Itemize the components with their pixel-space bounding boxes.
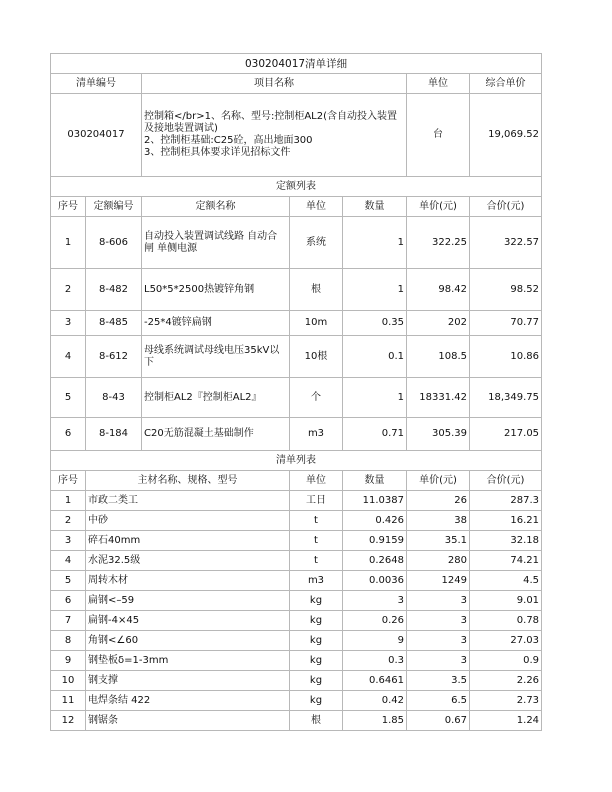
material-header-qty: 数量 bbox=[343, 471, 407, 491]
list-item-unit: 台 bbox=[407, 94, 470, 177]
list-item-name-line-3: 3、控制柜具体要求详见招标文件 bbox=[144, 147, 291, 158]
quota-name: -25*4镀锌扁钢 bbox=[142, 311, 290, 336]
material-unit: kg bbox=[290, 671, 343, 691]
material-name: 角钢<∠60 bbox=[86, 631, 290, 651]
quota-qty: 1 bbox=[343, 378, 407, 418]
material-total: 9.01 bbox=[470, 591, 542, 611]
quota-total: 70.77 bbox=[470, 311, 542, 336]
material-total: 16.21 bbox=[470, 511, 542, 531]
quota-section-row bbox=[51, 177, 542, 197]
quota-seq: 6 bbox=[51, 418, 86, 451]
quota-row bbox=[51, 269, 542, 311]
quota-total: 322.57 bbox=[470, 217, 542, 269]
material-seq: 7 bbox=[51, 611, 86, 631]
quota-name: C20无筋混凝土基础制作 bbox=[142, 418, 290, 451]
material-qty: 0.426 bbox=[343, 511, 407, 531]
material-unit-price: 26 bbox=[407, 491, 470, 511]
material-header-row bbox=[51, 471, 542, 491]
quota-unit-price: 305.39 bbox=[407, 418, 470, 451]
material-seq: 9 bbox=[51, 651, 86, 671]
quota-qty: 0.1 bbox=[343, 336, 407, 378]
material-name: 扁钢-4×45 bbox=[86, 611, 290, 631]
quota-header-unit: 单位 bbox=[290, 197, 343, 217]
quota-row bbox=[51, 418, 542, 451]
list-header-row bbox=[51, 74, 542, 94]
quota-qty: 1 bbox=[343, 217, 407, 269]
quota-unit: m3 bbox=[290, 418, 343, 451]
material-unit-price: 6.5 bbox=[407, 691, 470, 711]
material-seq: 10 bbox=[51, 671, 86, 691]
material-row bbox=[51, 671, 542, 691]
material-row bbox=[51, 551, 542, 571]
material-row bbox=[51, 511, 542, 531]
quota-code: 8-485 bbox=[86, 311, 142, 336]
list-header-name: 项目名称 bbox=[142, 74, 407, 94]
quota-header-qty: 数量 bbox=[343, 197, 407, 217]
material-total: 74.21 bbox=[470, 551, 542, 571]
list-item-row bbox=[51, 94, 542, 177]
quota-code: 8-43 bbox=[86, 378, 142, 418]
material-qty: 11.0387 bbox=[343, 491, 407, 511]
material-unit: kg bbox=[290, 651, 343, 671]
material-header-name: 主材名称、规格、型号 bbox=[86, 471, 290, 491]
material-total: 2.73 bbox=[470, 691, 542, 711]
quota-row bbox=[51, 378, 542, 418]
material-row bbox=[51, 611, 542, 631]
material-unit-price: 3 bbox=[407, 631, 470, 651]
quota-unit: 10根 bbox=[290, 336, 343, 378]
material-name: 市政二类工 bbox=[86, 491, 290, 511]
quota-header-code: 定额编号 bbox=[86, 197, 142, 217]
quota-qty: 0.71 bbox=[343, 418, 407, 451]
material-unit: 工日 bbox=[290, 491, 343, 511]
material-qty: 0.2648 bbox=[343, 551, 407, 571]
quota-name: L50*5*2500热镀锌角钢 bbox=[142, 269, 290, 311]
material-total: 32.18 bbox=[470, 531, 542, 551]
list-header-code: 清单编号 bbox=[51, 74, 142, 94]
material-unit-price: 3 bbox=[407, 651, 470, 671]
material-qty: 0.0036 bbox=[343, 571, 407, 591]
material-name: 周转木材 bbox=[86, 571, 290, 591]
list-header-price: 综合单价 bbox=[470, 74, 542, 94]
quota-unit-price: 202 bbox=[407, 311, 470, 336]
material-name: 钢垫板δ=1-3mm bbox=[86, 651, 290, 671]
quota-seq: 5 bbox=[51, 378, 86, 418]
material-seq: 8 bbox=[51, 631, 86, 651]
material-row bbox=[51, 691, 542, 711]
material-unit-price: 3 bbox=[407, 611, 470, 631]
material-row bbox=[51, 711, 542, 731]
list-item-name bbox=[142, 94, 407, 177]
quota-unit-price: 98.42 bbox=[407, 269, 470, 311]
material-seq: 6 bbox=[51, 591, 86, 611]
material-qty: 3 bbox=[343, 591, 407, 611]
material-total: 0.9 bbox=[470, 651, 542, 671]
quota-name: 控制柜AL2『控制柜AL2』 bbox=[142, 378, 290, 418]
quota-total: 98.52 bbox=[470, 269, 542, 311]
material-row bbox=[51, 591, 542, 611]
material-unit-price: 280 bbox=[407, 551, 470, 571]
material-row bbox=[51, 631, 542, 651]
material-unit: t bbox=[290, 531, 343, 551]
list-item-name-line-2: 2、控制柜基础:C25砼，高出地面300 bbox=[144, 135, 313, 146]
quota-total: 18,349.75 bbox=[470, 378, 542, 418]
material-unit-price: 0.67 bbox=[407, 711, 470, 731]
quota-row bbox=[51, 336, 542, 378]
material-name: 中砂 bbox=[86, 511, 290, 531]
quota-header-unit-price: 单价(元) bbox=[407, 197, 470, 217]
quota-row bbox=[51, 217, 542, 269]
material-qty: 0.42 bbox=[343, 691, 407, 711]
material-total: 287.3 bbox=[470, 491, 542, 511]
material-name: 电焊条结 422 bbox=[86, 691, 290, 711]
quota-header-row bbox=[51, 197, 542, 217]
material-seq: 11 bbox=[51, 691, 86, 711]
material-qty: 0.3 bbox=[343, 651, 407, 671]
material-seq: 2 bbox=[51, 511, 86, 531]
material-row bbox=[51, 531, 542, 551]
quota-unit: 个 bbox=[290, 378, 343, 418]
quota-header-name: 定额名称 bbox=[142, 197, 290, 217]
material-unit-price: 3.5 bbox=[407, 671, 470, 691]
material-unit: m3 bbox=[290, 571, 343, 591]
quota-unit: 10m bbox=[290, 311, 343, 336]
quota-unit-price: 18331.42 bbox=[407, 378, 470, 418]
material-unit: kg bbox=[290, 631, 343, 651]
quota-name: 自动投入装置调试线路 自动合闸 单侧电源 bbox=[142, 217, 290, 269]
material-unit: kg bbox=[290, 591, 343, 611]
quota-seq: 1 bbox=[51, 217, 86, 269]
material-unit-price: 1249 bbox=[407, 571, 470, 591]
quota-unit: 根 bbox=[290, 269, 343, 311]
list-header-unit: 单位 bbox=[407, 74, 470, 94]
title-row bbox=[51, 54, 542, 74]
material-qty: 0.26 bbox=[343, 611, 407, 631]
material-unit: kg bbox=[290, 691, 343, 711]
material-seq: 5 bbox=[51, 571, 86, 591]
material-total: 2.26 bbox=[470, 671, 542, 691]
material-seq: 12 bbox=[51, 711, 86, 731]
quota-seq: 3 bbox=[51, 311, 86, 336]
sheet-title: 030204017清单详细 bbox=[51, 54, 542, 74]
list-item-price: 19,069.52 bbox=[470, 94, 542, 177]
material-qty: 1.85 bbox=[343, 711, 407, 731]
material-unit: t bbox=[290, 551, 343, 571]
material-seq: 4 bbox=[51, 551, 86, 571]
quota-unit: 系统 bbox=[290, 217, 343, 269]
material-unit: kg bbox=[290, 611, 343, 631]
material-total: 4.5 bbox=[470, 571, 542, 591]
quota-qty: 1 bbox=[343, 269, 407, 311]
material-qty: 0.9159 bbox=[343, 531, 407, 551]
quota-unit-price: 108.5 bbox=[407, 336, 470, 378]
quota-code: 8-184 bbox=[86, 418, 142, 451]
material-name: 钢支撑 bbox=[86, 671, 290, 691]
material-header-total: 合价(元) bbox=[470, 471, 542, 491]
quota-code: 8-482 bbox=[86, 269, 142, 311]
material-seq: 1 bbox=[51, 491, 86, 511]
material-total: 1.24 bbox=[470, 711, 542, 731]
bill-detail-table bbox=[50, 53, 542, 731]
quota-code: 8-606 bbox=[86, 217, 142, 269]
quota-row bbox=[51, 311, 542, 336]
quota-header-seq: 序号 bbox=[51, 197, 86, 217]
material-qty: 0.6461 bbox=[343, 671, 407, 691]
material-unit-price: 35.1 bbox=[407, 531, 470, 551]
material-header-unit-price: 单价(元) bbox=[407, 471, 470, 491]
material-name: 水泥32.5级 bbox=[86, 551, 290, 571]
material-seq: 3 bbox=[51, 531, 86, 551]
quota-name: 母线系统调试母线电压35kV以下 bbox=[142, 336, 290, 378]
quota-qty: 0.35 bbox=[343, 311, 407, 336]
quota-unit-price: 322.25 bbox=[407, 217, 470, 269]
material-total: 0.78 bbox=[470, 611, 542, 631]
material-row bbox=[51, 571, 542, 591]
material-total: 27.03 bbox=[470, 631, 542, 651]
material-unit-price: 3 bbox=[407, 591, 470, 611]
material-section-row bbox=[51, 451, 542, 471]
quota-section-title: 定额列表 bbox=[51, 177, 542, 197]
list-item-code: 030204017 bbox=[51, 94, 142, 177]
material-name: 碎石40mm bbox=[86, 531, 290, 551]
material-unit: t bbox=[290, 511, 343, 531]
material-qty: 9 bbox=[343, 631, 407, 651]
list-item-name-line-1: 控制箱</br>1、名称、型号:控制柜AL2(含自动投入装置及接地装置调试) bbox=[144, 111, 397, 134]
material-unit: 根 bbox=[290, 711, 343, 731]
quota-code: 8-612 bbox=[86, 336, 142, 378]
quota-total: 10.86 bbox=[470, 336, 542, 378]
quota-total: 217.05 bbox=[470, 418, 542, 451]
quota-seq: 2 bbox=[51, 269, 86, 311]
material-name: 扁钢<–59 bbox=[86, 591, 290, 611]
quota-header-total: 合价(元) bbox=[470, 197, 542, 217]
material-header-unit: 单位 bbox=[290, 471, 343, 491]
material-row bbox=[51, 651, 542, 671]
material-name: 钢锯条 bbox=[86, 711, 290, 731]
material-header-seq: 序号 bbox=[51, 471, 86, 491]
material-unit-price: 38 bbox=[407, 511, 470, 531]
material-row bbox=[51, 491, 542, 511]
quota-seq: 4 bbox=[51, 336, 86, 378]
material-section-title: 清单列表 bbox=[51, 451, 542, 471]
